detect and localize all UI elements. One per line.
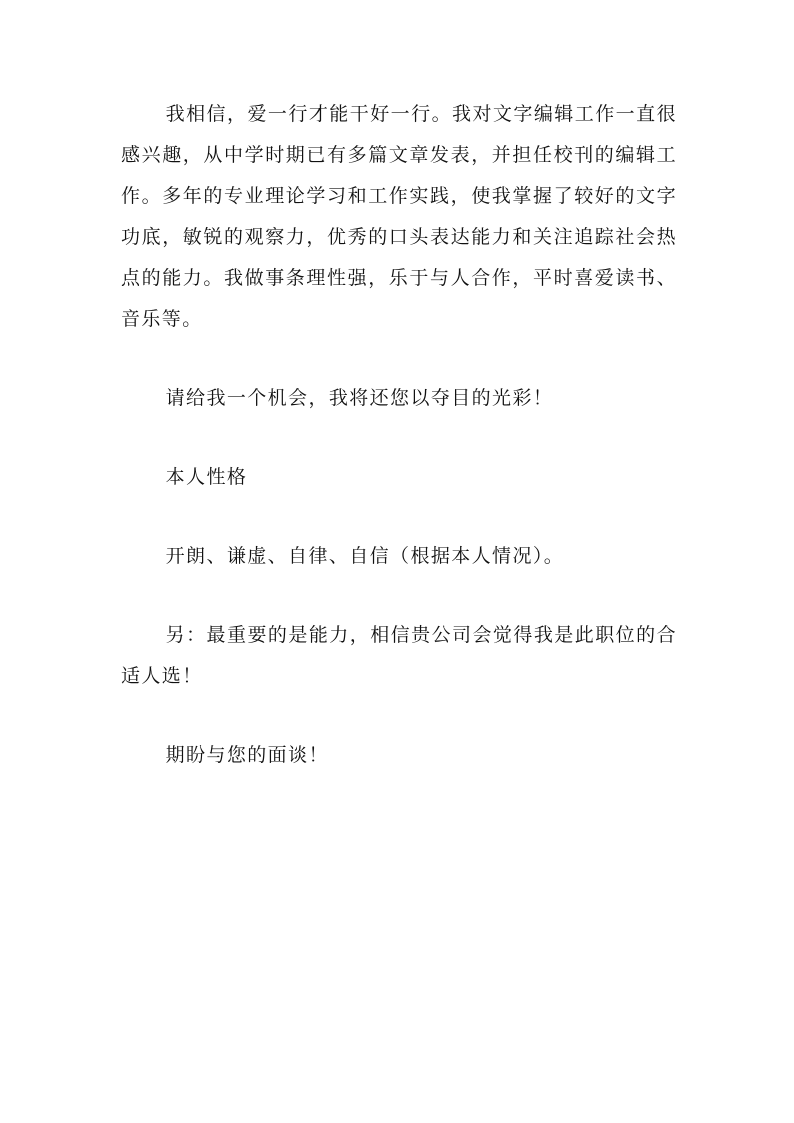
section-heading-personality: 本人性格 [165, 466, 248, 488]
paragraph-personality-traits: 开朗、谦虚、自律、自信（根据本人情况）。 [165, 545, 565, 567]
paragraph-spacer [121, 577, 677, 615]
document-body [121, 94, 677, 776]
paragraph-spacer [121, 498, 677, 536]
paragraph-spacer [121, 697, 677, 735]
paragraph-additional-note: 另：最重要的是能力，相信贵公司会觉得我是此职位的合适人选！ [121, 624, 677, 687]
paragraph-request: 请给我一个机会，我将还您以夺目的光彩！ [165, 387, 554, 409]
paragraph-spacer [121, 419, 677, 457]
paragraph-closing: 期盼与您的面谈！ [165, 744, 329, 766]
paragraph-spacer [121, 340, 677, 378]
paragraph-self-introduction: 我相信，爱一行才能干好一行。我对文字编辑工作一直很感兴趣，从中学时期已有多篇文章发表，并担任校刊的编辑工作。多年的专业理论学习和工作实践，使我掌握了较好的文字功底，敏锐的观察力，优秀的口头表达能力和关注追踪社会热点的能力。我做事条理性强，乐于与人合作，平时喜爱读书、音乐等。 [121, 103, 677, 330]
